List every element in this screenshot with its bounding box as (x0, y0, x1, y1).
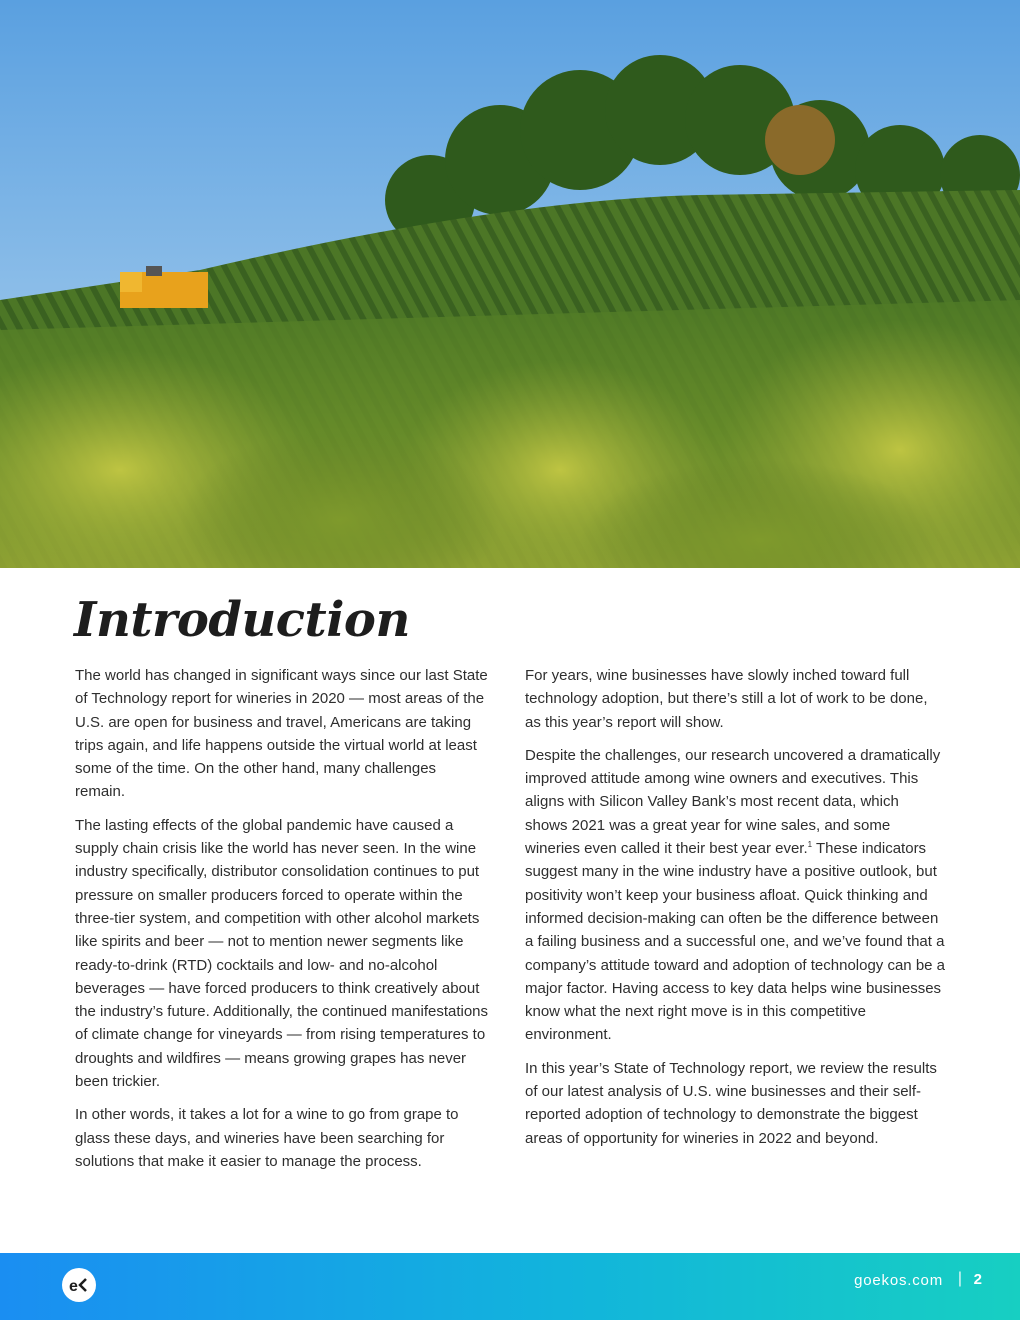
footer-separator: | (957, 1270, 962, 1287)
paragraph (525, 744, 945, 1047)
left-column (75, 664, 490, 1183)
page-title: Introduction (74, 592, 410, 648)
paragraph: For years, wine businesses have slowly inched toward full technology adoption, but there’s still a lot of work to be done, as this year’s report will show. (525, 667, 928, 731)
footnote-marker[interactable]: 1 (807, 840, 813, 850)
paragraph: The lasting effects of the global pandemic have caused a supply chain crisis like the world has never seen. In the wine industry specifically, distributor consolidation continues to put pressure on smaller producers forced to operate within the three-tier system, and competition with other alcohol markets like spirits and beer — not to mention newer segments like ready-to-drink (RTD) cocktails and low- and no-alcohol beverages — have forced producers to think creatively about the industry’s future. Additionally, the continued manifestations of climate change for vineyards — from rising temperatures to droughts and wildfires — means growing grapes has never been trickier. (75, 816, 489, 1091)
page-number: 2 (973, 1271, 982, 1288)
paragraph-text: Despite the challenges, our research uncovered a dramatically improved attitude among wine owners and executives. This aligns with Silicon Valley Bank’s most recent data, which shows 2021 was a great year for wine sales, and some wineries even called it their best year ever. (525, 746, 941, 858)
right-column (525, 664, 945, 1160)
paragraph: The world has changed in significant ways since our last State of Technology report for wineries in 2020 — most areas of the U.S. are open for business and travel, Americans are taking trips again, and life happens outside the virtual world at least some of the time. On the other hand, many challenges remain. (75, 667, 488, 801)
vineyard-illustration (0, 0, 1020, 568)
paragraph: In other words, it takes a lot for a wine to go from grape to glass these days, and wineries have been searching for solutions that make it easier to manage the process. (75, 1106, 459, 1170)
hero-vineyard-photo (0, 0, 1020, 568)
svg-text:e: e (69, 1278, 78, 1295)
footer-bar (0, 1253, 1020, 1320)
footer-url-link[interactable]: goekos.com (854, 1272, 943, 1289)
paragraph: In this year’s State of Technology report, we review the results of our latest analysis of U.S. wine businesses and their self-reported adoption of technology to demonstrate the biggest areas of opportunity for wineries in 2022 and beyond. (525, 1059, 937, 1147)
ekos-logo-icon (62, 1268, 96, 1302)
paragraph-text: These indicators suggest many in the wine industry have a positive outlook, but positivity won’t keep your business afloat. Quick thinking and informed decision-making can often be the difference between a failing business and a successful one, and we’ve found that a company’s attitude toward and adoption of technology can be a major factor. Having access to key data helps wine businesses know what the next right move is in this competitive environment. (525, 840, 946, 1044)
